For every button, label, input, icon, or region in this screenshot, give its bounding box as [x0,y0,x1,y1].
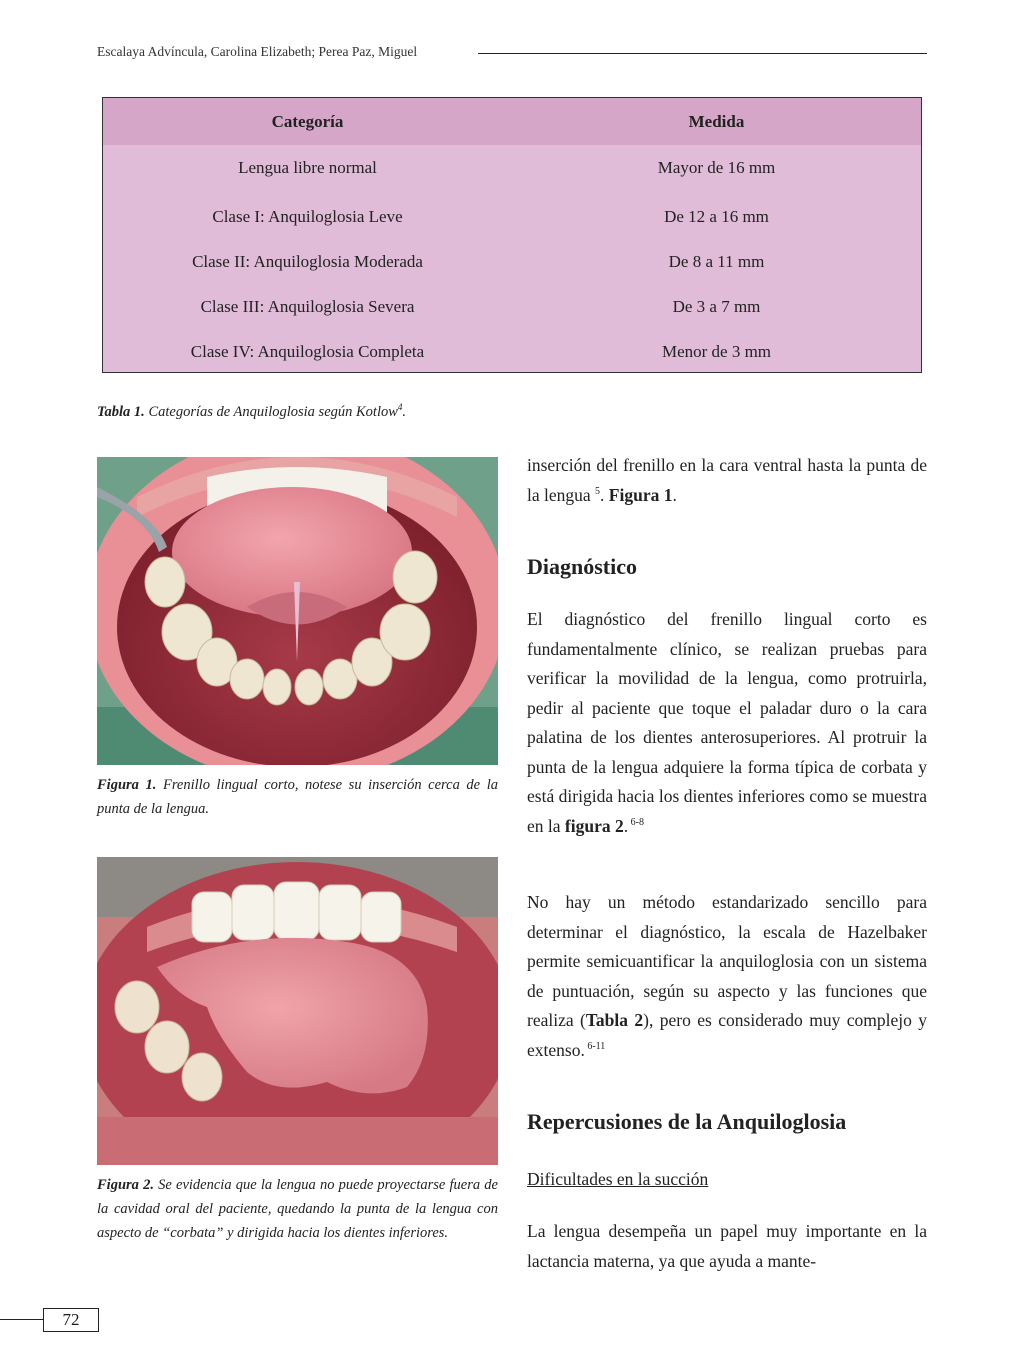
diag1-text: El diagnóstico del frenillo lingual corto es fundamentalmente clínico, se realizan pruebas para verificar la movilidad de la lengua, como protruirla, pedir al paciente que toque el paladar duro o la cara palatina de los dientes anterosuperiores. Al protruir la punta de la lengua adquiere la forma típica de corbata y está dirigida hacia los dientes inferiores como se muestra en la [527,609,927,836]
row-measure: Menor de 3 mm [661,341,772,361]
diag1-end: . [623,815,629,836]
diag1-ref: 6-8 [628,816,644,828]
diagnostico-paragraph-2-block [527,888,927,1065]
subheading-dificultades: Dificultades en la succión [527,1169,709,1189]
figure-2-text: Se evidencia que la lengua no puede proyectarse fuera de la cavidad oral del paciente, quedando la punta de la lengua con aspecto de “corbata” y dirigida hacia los dientes inferiores. [97,1177,498,1241]
intro-sep: . [600,484,609,505]
table-row [103,284,921,329]
table-caption-ref: 4 [397,402,403,412]
figure-2-caption [97,1173,498,1245]
diag2-table-ref: Tabla 2 [585,1010,644,1030]
table-caption-label: Tabla 1. [97,403,145,420]
footer-rule [0,1319,43,1320]
category-table [103,98,921,374]
table-caption [97,395,406,424]
col-header-category: Categoría [103,98,512,145]
diag2-text-a: No hay un método estandarizado sencillo para determinar el diagnóstico, la escala de Hazelbaker permite semicuantificar la anquiloglosia con un sistema de puntuación, según su aspecto y las funciones que realiza ( [527,892,927,1030]
succion-paragraph: La lengua desempeña un papel muy importante en la lactancia materna, ya que ayuda a mante- [527,1221,927,1271]
figure-1-photo [97,457,498,765]
table-row [103,145,921,190]
figure-1-text: Frenillo lingual corto, notese su inserción cerca de la punta de la lengua. [97,777,498,817]
table-caption-text: Categorías de Anquiloglosia según Kotlow [148,403,398,420]
figure-1-label: Figura 1. [97,777,157,793]
col-header-measure: Medida [512,98,921,145]
frenulum-photo [97,457,498,765]
row-measure: Mayor de 16 mm [657,157,776,177]
diag2-ref: 6-11 [584,1040,606,1052]
table-header-row [103,98,921,145]
row-category: Clase IV: Anquiloglosia Completa [190,341,425,361]
figure-1-caption [97,773,498,821]
page-number: 72 [43,1308,99,1332]
tongue-protrusion-photo [97,857,498,1165]
row-category: Lengua libre normal [238,157,377,177]
intro-paragraph [527,451,927,510]
diag2-text-b: ), pero es considerado muy complejo y extenso. [527,1010,927,1060]
intro-paragraph-block [527,451,927,510]
succion-paragraph-block [527,1217,927,1276]
intro-end: . [672,484,677,505]
table-row [103,190,921,239]
running-head: Escalaya Advíncula, Carolina Elizabeth; Perea Paz, Miguel [97,44,418,59]
row-category: Clase II: Anquiloglosia Moderada [192,251,423,271]
intro-figure-ref: Figura 1 [608,484,673,505]
row-measure: De 12 a 16 mm [664,206,769,226]
heading-diagnostico: Diagnóstico [527,554,637,579]
row-measure: De 3 a 7 mm [672,296,761,316]
row-measure: De 8 a 11 mm [668,251,765,271]
row-category: Clase I: Anquiloglosia Leve [212,206,403,226]
intro-text: inserción del frenillo en la cara ventral hasta la punta de la lengua [527,455,927,505]
table-caption-end: . [402,403,407,420]
intro-ref: 5 [595,485,601,497]
table-row [103,239,921,284]
header-rule [478,53,927,54]
figure-2-label: Figura 2. [97,1177,154,1193]
diagnostico-paragraph-1 [527,605,927,841]
figure-2-photo [97,857,498,1165]
row-category: Clase III: Anquiloglosia Severa [200,296,415,316]
anquiloglosia-table [102,97,922,373]
heading-repercusiones: Repercusiones de la Anquiloglosia [527,1109,847,1134]
diagnostico-paragraph-2 [527,888,927,1065]
diag1-figure-ref: figura 2 [564,815,624,836]
table-row [103,329,921,374]
diagnostico-paragraph-1-block [527,605,927,841]
